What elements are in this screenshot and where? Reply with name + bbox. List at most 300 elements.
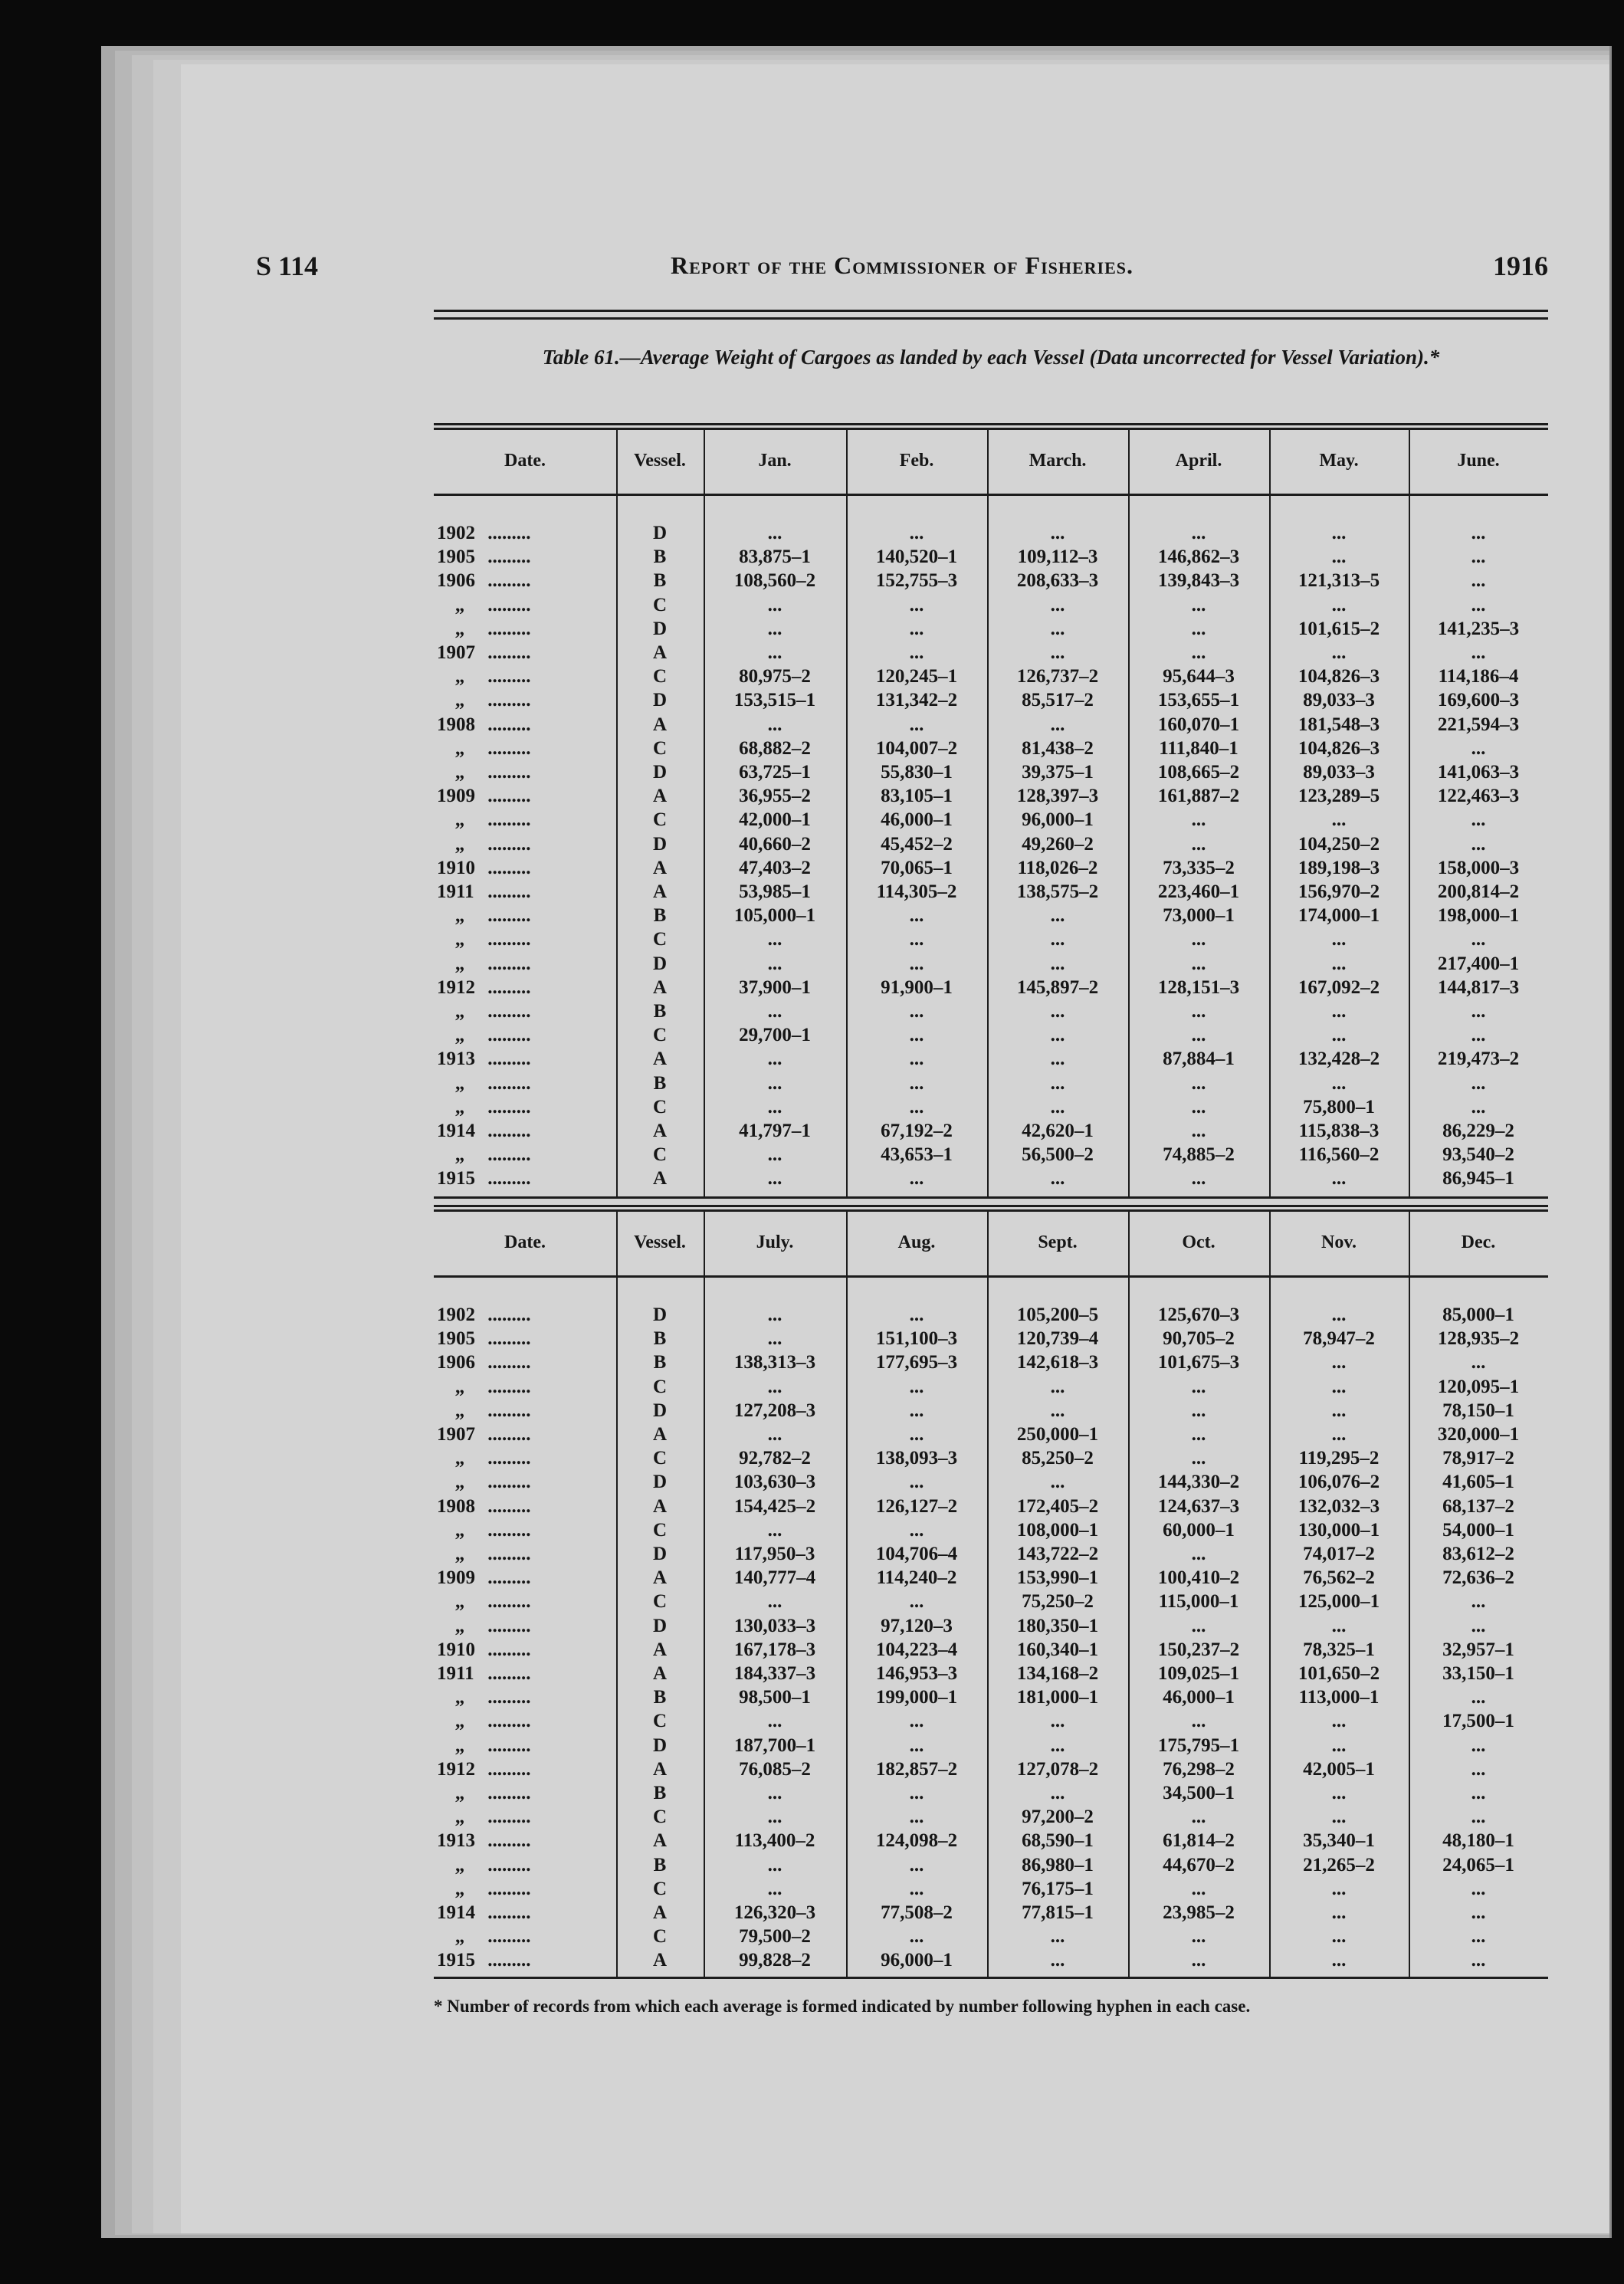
row-vessel: A <box>652 1495 668 1517</box>
table-cell: ... <box>1331 1025 1347 1046</box>
leader-dots: ......... <box>483 570 531 592</box>
table-cell: ... <box>1331 1807 1347 1828</box>
row-date-value: „ <box>454 690 465 711</box>
row-vessel: C <box>652 666 668 687</box>
table-cell: ... <box>1471 737 1486 759</box>
table-cell: 109,025–1 <box>1157 1663 1240 1684</box>
table-cell: ... <box>1050 1783 1065 1803</box>
table-cell: ... <box>909 1807 924 1828</box>
row-date-value: „ <box>454 1001 465 1022</box>
row-vessel: C <box>652 1144 668 1166</box>
leader-dots: ......... <box>483 1400 531 1421</box>
row-vessel: C <box>652 594 668 615</box>
row-date <box>437 1167 613 1190</box>
leader-dots: ......... <box>483 642 531 663</box>
table-cell: ... <box>909 1926 924 1948</box>
leader-dots: ......... <box>483 1304 531 1325</box>
row-date <box>437 1805 613 1829</box>
table-cell: 126,737–2 <box>1016 666 1099 687</box>
row-date-value: 1907 <box>437 642 475 663</box>
table-cell: ... <box>1331 1072 1347 1094</box>
row-vessel: C <box>652 1591 668 1613</box>
table-cell: 167,092–2 <box>1298 976 1380 998</box>
row-date <box>437 952 613 976</box>
table-july-dec <box>434 1205 1548 1979</box>
table-cell: ... <box>767 1854 782 1875</box>
row-vessel: A <box>652 976 668 998</box>
leader-dots: ......... <box>483 809 531 831</box>
row-date-value: 1914 <box>437 1902 475 1923</box>
table-cell: ... <box>1331 1352 1347 1373</box>
table-cell: 132,032–3 <box>1298 1495 1380 1517</box>
column-header: Sept. <box>1038 1232 1078 1252</box>
table-cell: 181,000–1 <box>1016 1687 1099 1708</box>
table-cell: 108,560–2 <box>733 570 816 592</box>
table-cell: 45,452–2 <box>881 833 953 855</box>
table-cell: 72,636–2 <box>1442 1567 1514 1589</box>
row-date-value: „ <box>454 737 465 759</box>
row-date-value: „ <box>454 833 465 855</box>
table-cell: ... <box>909 953 924 974</box>
table-cell: 221,594–3 <box>1437 714 1520 735</box>
table-cell: 108,000–1 <box>1016 1519 1099 1541</box>
row-date <box>437 1423 613 1446</box>
row-date-value: 1912 <box>437 976 475 998</box>
row-date <box>437 927 613 951</box>
table-cell: ... <box>909 905 924 927</box>
table-cell: ... <box>1331 1950 1347 1971</box>
table-cell: 44,670–2 <box>1163 1854 1235 1875</box>
table-cell: 182,857–2 <box>875 1758 958 1780</box>
table-cell: 93,540–2 <box>1442 1144 1514 1166</box>
row-date-value: „ <box>454 1878 465 1899</box>
row-vessel: D <box>652 1400 668 1421</box>
table-cell: 89,033–3 <box>1303 762 1375 783</box>
row-date <box>437 1542 613 1566</box>
table-cell: 126,320–3 <box>733 1902 816 1923</box>
table-cell: 41,797–1 <box>739 1121 811 1141</box>
table-cell: 40,660–2 <box>739 833 811 855</box>
row-date <box>437 1518 613 1542</box>
leader-dots: ......... <box>483 1424 531 1445</box>
table-cell: ... <box>1191 642 1206 663</box>
row-vessel: D <box>652 762 668 783</box>
row-vessel: A <box>652 1424 668 1445</box>
leader-dots: ......... <box>483 690 531 711</box>
table-cell: 153,990–1 <box>1016 1567 1099 1589</box>
table-cell: 134,168–2 <box>1016 1663 1099 1684</box>
table-cell: ... <box>909 1591 924 1613</box>
table-cell: 70,065–1 <box>881 857 953 878</box>
table-cell: 175,795–1 <box>1157 1734 1240 1756</box>
table-cell: 169,600–3 <box>1437 690 1520 711</box>
row-vessel: A <box>652 881 668 902</box>
row-date-value: 1908 <box>437 714 475 735</box>
table-cell: ... <box>1471 1926 1486 1948</box>
leader-dots: ......... <box>483 594 531 615</box>
leader-dots: ......... <box>483 1072 531 1094</box>
table-cell: 115,000–1 <box>1158 1591 1239 1613</box>
table-cell: ... <box>909 1734 924 1756</box>
table-cell: 108,665–2 <box>1157 762 1240 783</box>
table-cell: 128,935–2 <box>1437 1328 1520 1350</box>
table-cell: 160,340–1 <box>1016 1639 1099 1660</box>
row-vessel: A <box>652 714 668 735</box>
row-date-value: 1905 <box>437 546 475 568</box>
table-cell: ... <box>1191 1424 1206 1445</box>
leader-dots: ......... <box>483 1663 531 1684</box>
table-cell: 95,644–3 <box>1163 666 1235 687</box>
table-cell: 67,192–2 <box>881 1121 953 1141</box>
table-cell: ... <box>1191 1001 1206 1022</box>
table-cell: ... <box>1050 594 1065 615</box>
table-cell: ... <box>909 1424 924 1445</box>
table-cell: ... <box>1471 1096 1486 1117</box>
table-cell: 47,403–2 <box>739 857 811 878</box>
table-cell: 189,198–3 <box>1298 857 1380 878</box>
table-cell: 49,260–2 <box>1022 833 1094 855</box>
table-cell: 109,112–3 <box>1017 546 1098 568</box>
table-cell: 113,000–1 <box>1298 1687 1380 1708</box>
row-vessel: C <box>652 1025 668 1046</box>
table-cell: ... <box>1191 1376 1206 1397</box>
leader-dots: ......... <box>483 1376 531 1397</box>
table-cell: ... <box>1331 1001 1347 1022</box>
table-cell: 32,957–1 <box>1442 1639 1514 1660</box>
row-date <box>437 593 613 617</box>
table-cell: ... <box>909 1519 924 1541</box>
leader-dots: ......... <box>483 1878 531 1899</box>
table-cell: 100,410–2 <box>1157 1567 1240 1589</box>
table-jan-june <box>434 423 1548 1199</box>
row-date <box>437 1350 613 1374</box>
table-cell: ... <box>1471 523 1486 543</box>
table-cell: 123,289–5 <box>1298 786 1380 807</box>
table-cell: ... <box>767 1807 782 1828</box>
table-cell: 53,985–1 <box>739 881 811 902</box>
table-cell: 127,208–3 <box>733 1400 816 1421</box>
table-cell: ... <box>1331 1902 1347 1923</box>
table-cell: ... <box>1471 809 1486 831</box>
row-date-value: „ <box>454 1783 465 1803</box>
row-date <box>437 1853 613 1877</box>
table-cell: ... <box>909 929 924 950</box>
row-date-value: „ <box>454 1544 465 1564</box>
table-cell: 177,695–3 <box>875 1352 958 1373</box>
table-cell: ... <box>909 714 924 735</box>
table-cell: ... <box>1331 809 1347 831</box>
table-cell: ... <box>1331 546 1347 568</box>
table-cell: ... <box>1050 1472 1065 1493</box>
table-cell: 146,953–3 <box>875 1663 958 1684</box>
table-cell: 144,330–2 <box>1157 1472 1240 1493</box>
row-date <box>437 1829 613 1852</box>
table-cell: 160,070–1 <box>1157 714 1240 735</box>
table-cell: ... <box>1331 1424 1347 1445</box>
table-cell: 156,970–2 <box>1298 881 1380 902</box>
leader-dots: ......... <box>483 1567 531 1589</box>
table-cell: ... <box>1050 618 1065 639</box>
table-top-rule <box>434 1209 1548 1212</box>
table-cell: ... <box>767 594 782 615</box>
column-header: Dec. <box>1461 1232 1496 1252</box>
row-vessel: C <box>652 929 668 950</box>
row-date <box>437 1495 613 1518</box>
row-date <box>437 760 613 784</box>
row-date-value: „ <box>454 1519 465 1541</box>
row-date <box>437 1685 613 1709</box>
table-cell: ... <box>1331 642 1347 663</box>
table-cell: 115,838–3 <box>1298 1121 1380 1141</box>
row-vessel: B <box>653 1328 667 1350</box>
table-cell: ... <box>1471 1878 1486 1899</box>
table-cell: ... <box>1331 1878 1347 1899</box>
table-cell: 167,178–3 <box>733 1639 816 1660</box>
table-cell: ... <box>1471 1807 1486 1828</box>
table-cell: 86,980–1 <box>1022 1854 1094 1875</box>
leader-dots: ......... <box>483 1807 531 1828</box>
table-cell: 104,007–2 <box>875 737 958 759</box>
table-cell: 143,722–2 <box>1016 1544 1099 1564</box>
leader-dots: ......... <box>483 1926 531 1948</box>
table-cell: ... <box>1331 1400 1347 1421</box>
table-cell: 116,560–2 <box>1298 1144 1380 1166</box>
table-cell: ... <box>909 618 924 639</box>
column-header: June. <box>1457 451 1500 471</box>
table-cell: ... <box>767 1072 782 1094</box>
leader-dots: ......... <box>483 1121 531 1141</box>
leader-dots: ......... <box>483 1096 531 1117</box>
column-header: Nov. <box>1321 1232 1357 1252</box>
footnote: * Number of records from which each average is formed indicated by number following hyphen in each case. <box>434 1997 1251 2016</box>
table-cell: 174,000–1 <box>1298 905 1380 927</box>
row-date <box>437 617 613 641</box>
table-cell: 54,000–1 <box>1442 1519 1514 1541</box>
row-date <box>437 1566 613 1590</box>
table-cell: 152,755–3 <box>875 570 958 592</box>
leader-dots: ......... <box>483 1639 531 1660</box>
row-vessel: A <box>652 1121 668 1141</box>
row-date-value: „ <box>454 905 465 927</box>
header-rule <box>434 310 1548 320</box>
table-cell: 76,175–1 <box>1022 1878 1094 1899</box>
row-date-value: 1902 <box>437 1304 475 1325</box>
leader-dots: ......... <box>483 1854 531 1875</box>
row-date <box>437 904 613 927</box>
table-cell: 86,945–1 <box>1442 1168 1514 1190</box>
table-cell: ... <box>909 1168 924 1190</box>
row-date <box>437 545 613 569</box>
table-cell: ... <box>1050 714 1065 735</box>
row-date <box>437 1781 613 1805</box>
row-vessel: B <box>653 1001 667 1022</box>
row-date <box>437 976 613 999</box>
row-vessel: D <box>652 1734 668 1756</box>
row-date <box>437 1590 613 1613</box>
row-vessel: A <box>652 786 668 807</box>
table-cell: 96,000–1 <box>881 1950 953 1971</box>
leader-dots: ......... <box>483 1025 531 1046</box>
row-date-value: 1907 <box>437 1424 475 1445</box>
table-cell: 63,725–1 <box>739 762 811 783</box>
row-date-value: 1910 <box>437 1639 475 1660</box>
table-cell: ... <box>1471 642 1486 663</box>
row-vessel: D <box>652 1304 668 1325</box>
column-header: Vessel. <box>634 451 686 471</box>
table-cell: 75,800–1 <box>1303 1096 1375 1117</box>
table-cell: 68,137–2 <box>1442 1495 1514 1517</box>
table-cell: 125,000–1 <box>1298 1591 1380 1613</box>
leader-dots: ......... <box>483 976 531 998</box>
table-cell: ... <box>1331 1711 1347 1732</box>
leader-dots: ......... <box>483 1472 531 1493</box>
row-vessel: A <box>652 642 668 663</box>
table-cell: ... <box>767 1711 782 1732</box>
table-cell: ... <box>1050 1734 1065 1756</box>
table-cell: 104,250–2 <box>1298 833 1380 855</box>
table-cell: 141,063–3 <box>1437 762 1520 783</box>
table-cell: 97,120–3 <box>881 1615 953 1636</box>
table-cell: ... <box>1331 1304 1347 1325</box>
leader-dots: ......... <box>483 953 531 974</box>
column-header: Date. <box>504 1232 546 1252</box>
row-date <box>437 1734 613 1757</box>
row-vessel: A <box>652 1168 668 1190</box>
table-cell: 105,200–5 <box>1016 1304 1099 1325</box>
table-cell: ... <box>1050 1400 1065 1421</box>
row-date-value: „ <box>454 1025 465 1046</box>
table-cell: ... <box>767 1096 782 1117</box>
table-cell: ... <box>1191 1448 1206 1469</box>
table-cell: ... <box>1050 1950 1065 1971</box>
table-cell: 132,428–2 <box>1298 1048 1380 1070</box>
row-date <box>437 688 613 712</box>
table-cell: 98,500–1 <box>739 1687 811 1708</box>
table-cell: ... <box>909 1472 924 1493</box>
table-cell: 105,000–1 <box>733 905 816 927</box>
row-date-value: „ <box>454 929 465 950</box>
row-date <box>437 1399 613 1423</box>
leader-dots: ......... <box>483 1830 531 1852</box>
table-cell: 90,705–2 <box>1163 1328 1235 1350</box>
table-cell: 101,615–2 <box>1298 618 1380 639</box>
table-cell: ... <box>1331 1926 1347 1948</box>
row-date-value: „ <box>454 594 465 615</box>
table-cell: ... <box>909 1304 924 1325</box>
leader-dots: ......... <box>483 786 531 807</box>
table-cell: ... <box>1050 1072 1065 1094</box>
table-cell: 138,093–3 <box>875 1448 958 1469</box>
row-date-value: 1906 <box>437 570 475 592</box>
row-date <box>437 1470 613 1494</box>
row-date <box>437 856 613 880</box>
table-cell: 76,085–2 <box>739 1758 811 1780</box>
table-cell: ... <box>1191 1400 1206 1421</box>
table-cell: ... <box>1471 1072 1486 1094</box>
table-cell: ... <box>1191 1072 1206 1094</box>
row-date <box>437 1143 613 1167</box>
row-date <box>437 641 613 665</box>
table-cell: 198,000–1 <box>1437 905 1520 927</box>
row-vessel: A <box>652 1567 668 1589</box>
table-cell: ... <box>1050 1168 1065 1190</box>
table-cell: ... <box>909 642 924 663</box>
row-vessel: C <box>652 1711 668 1732</box>
table-cell: 128,151–3 <box>1157 976 1240 998</box>
table-cell: ... <box>1191 1878 1206 1899</box>
row-date <box>437 1446 613 1470</box>
page-number: S 114 <box>256 251 319 281</box>
table-top-rule <box>434 428 1548 430</box>
table-cell: 89,033–3 <box>1303 690 1375 711</box>
table-cell: 219,473–2 <box>1437 1048 1520 1070</box>
running-title: Report of the Commissioner of Fisheries. <box>670 251 1134 279</box>
leader-dots: ......... <box>483 929 531 950</box>
table-cell: ... <box>767 1304 782 1325</box>
table-cell: ... <box>909 523 924 543</box>
row-vessel: C <box>652 1519 668 1541</box>
column-header: Jan. <box>758 451 792 471</box>
table-cell: ... <box>909 1878 924 1899</box>
row-date-value: 1908 <box>437 1495 475 1517</box>
table-cell: 223,460–1 <box>1157 881 1240 902</box>
table-cell: ... <box>1471 1591 1486 1613</box>
table-cell: 34,500–1 <box>1163 1783 1235 1803</box>
table-cell: ... <box>1050 1001 1065 1022</box>
row-vessel: A <box>652 1758 668 1780</box>
row-vessel: B <box>653 905 667 927</box>
table-cell: 138,575–2 <box>1016 881 1099 902</box>
table-cell: 104,826–3 <box>1298 666 1380 687</box>
row-date-value: „ <box>454 1072 465 1094</box>
table-cell: 68,590–1 <box>1022 1830 1094 1852</box>
table-cell: ... <box>1331 1615 1347 1636</box>
table-cell: 77,508–2 <box>881 1902 953 1923</box>
table-cell: ... <box>1471 1734 1486 1756</box>
column-header: Oct. <box>1182 1232 1216 1252</box>
row-date-value: 1906 <box>437 1352 475 1373</box>
row-date-value: „ <box>454 1376 465 1397</box>
row-vessel: C <box>652 809 668 831</box>
row-vessel: C <box>652 1878 668 1899</box>
row-date-value: 1911 <box>437 1663 474 1684</box>
table-cell: 117,950–3 <box>734 1544 815 1564</box>
table-cell: ... <box>1471 1615 1486 1636</box>
row-date-value: 1902 <box>437 523 475 543</box>
table-cell: ... <box>1191 594 1206 615</box>
leader-dots: ......... <box>483 1615 531 1636</box>
row-vessel: A <box>652 1663 668 1684</box>
row-date-value: „ <box>454 1448 465 1469</box>
table-cell: ... <box>767 1328 782 1350</box>
table-cell: 46,000–1 <box>1163 1687 1235 1708</box>
row-date <box>437 713 613 737</box>
table-cell: ... <box>1191 1807 1206 1828</box>
table-cell: 158,000–3 <box>1437 857 1520 878</box>
row-vessel: D <box>652 523 668 543</box>
table-cell: 200,814–2 <box>1437 881 1520 902</box>
table-cell: 172,405–2 <box>1016 1495 1099 1517</box>
row-vessel: D <box>652 690 668 711</box>
table-cell: ... <box>1050 642 1065 663</box>
row-vessel: B <box>653 1072 667 1094</box>
table-cell: 83,105–1 <box>881 786 953 807</box>
running-header <box>256 250 1548 281</box>
table-cell: 56,500–2 <box>1022 1144 1094 1166</box>
row-vessel: A <box>652 1830 668 1852</box>
table-cell: 146,862–3 <box>1157 546 1240 568</box>
leader-dots: ......... <box>483 1001 531 1022</box>
